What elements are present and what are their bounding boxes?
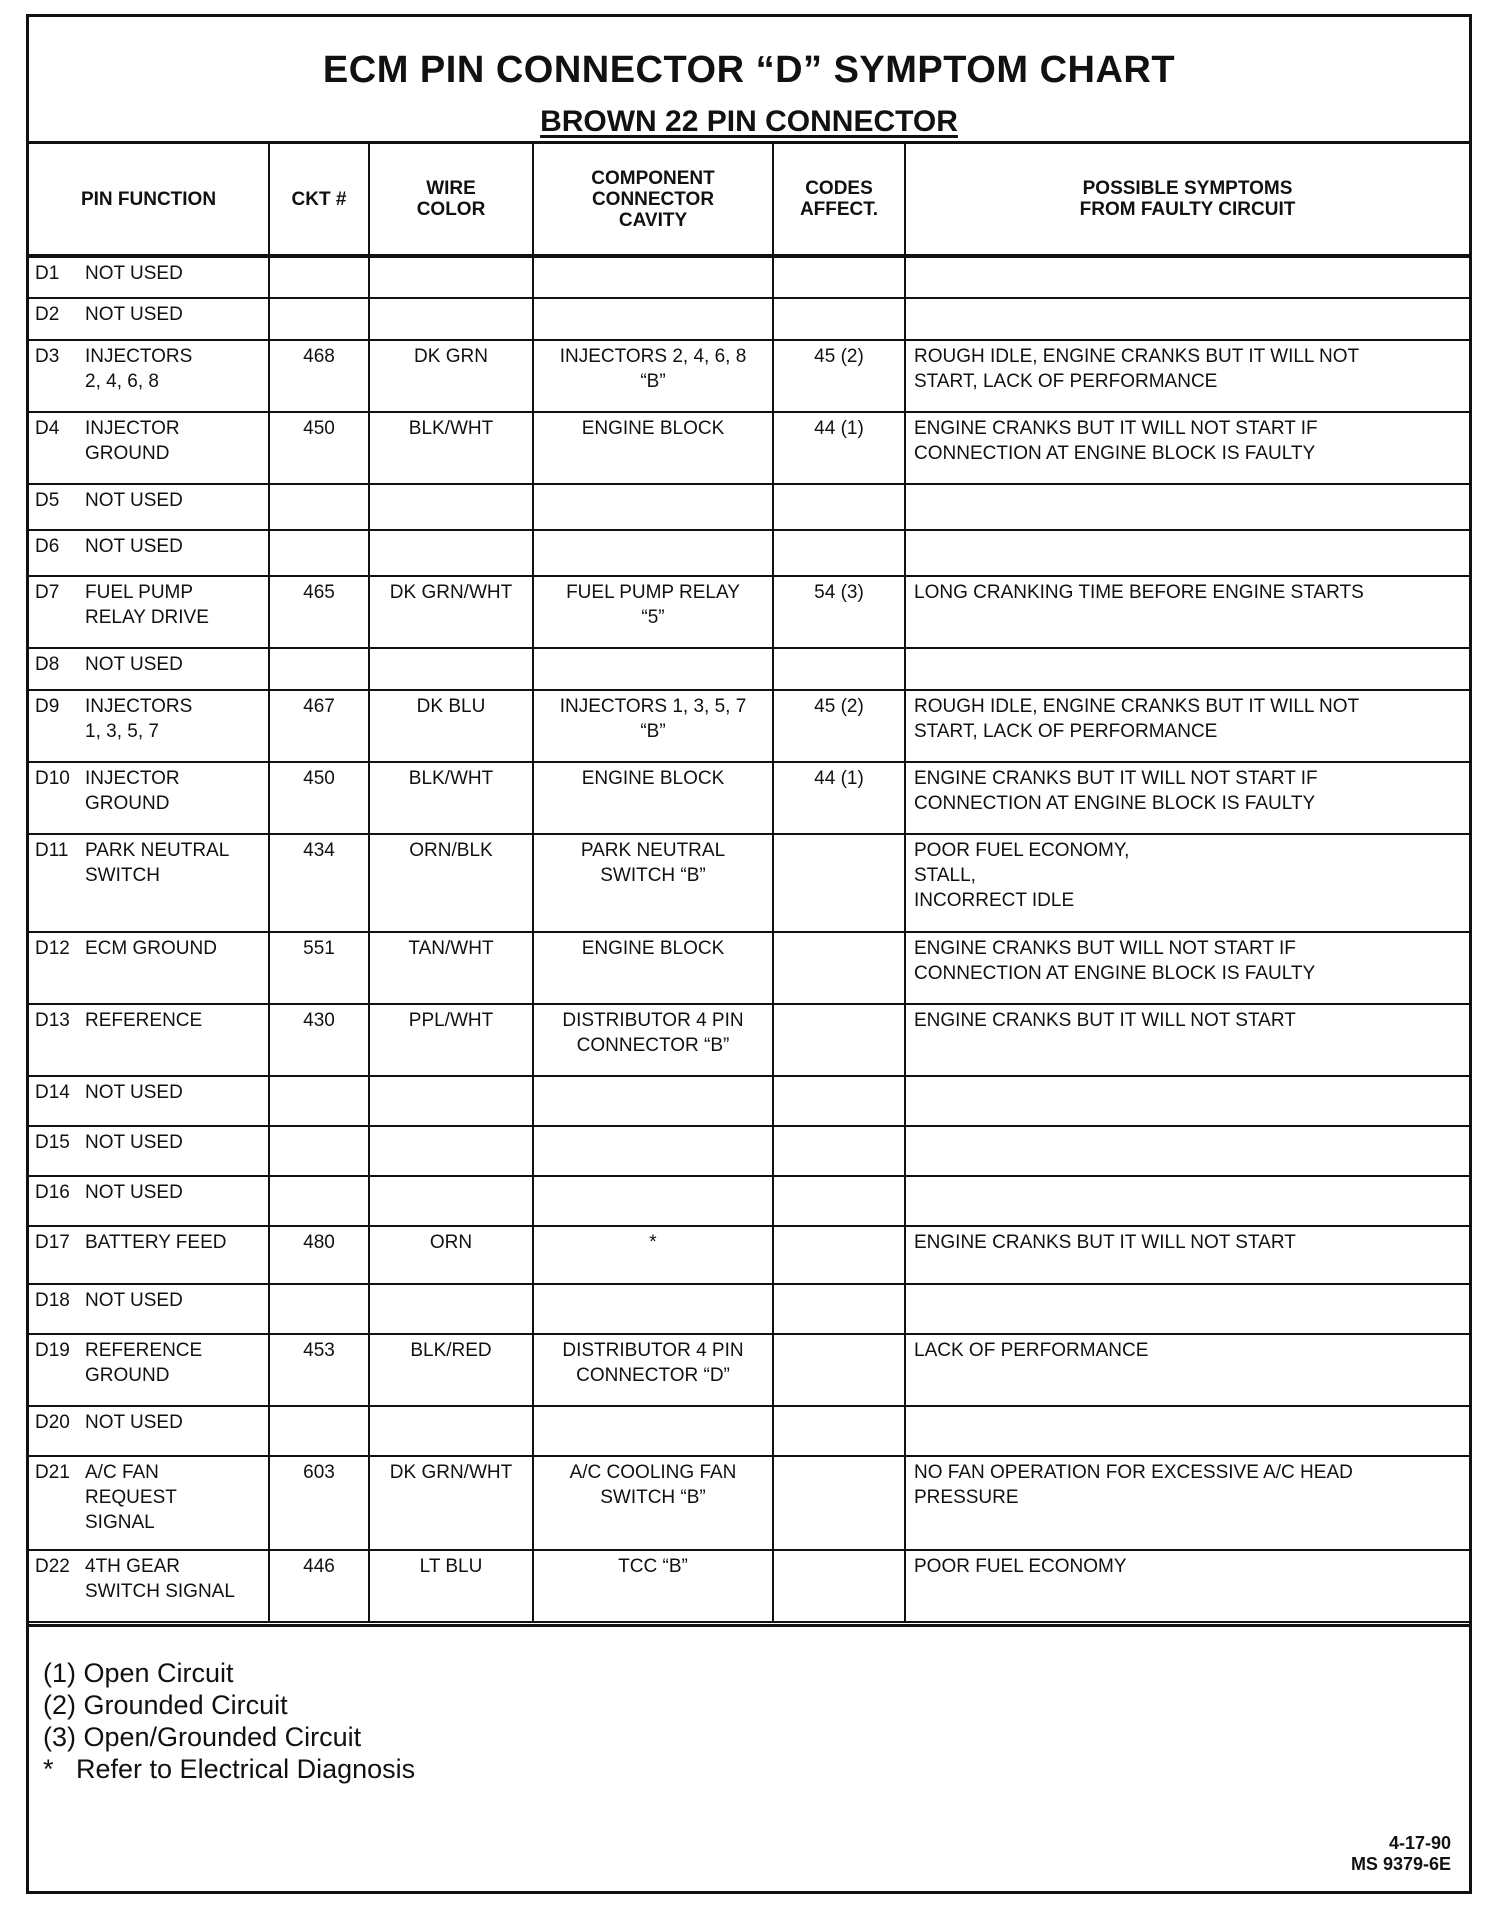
symptoms-cell: LACK OF PERFORMANCE — [905, 1334, 1469, 1406]
connector-cavity-cell — [533, 1076, 773, 1126]
table-header-row — [29, 144, 1469, 256]
table-row — [29, 1456, 1469, 1550]
wire-color-cell: DK GRN/WHT — [369, 1456, 533, 1550]
pin-function: NOT USED — [85, 654, 183, 675]
symptoms-cell — [905, 1126, 1469, 1176]
circuit-number-cell: 551 — [269, 932, 369, 1004]
pin-function: NOT USED — [85, 536, 183, 557]
wire-color-cell: DK BLU — [369, 690, 533, 762]
column-header-codes: CODES AFFECT. — [773, 144, 905, 256]
codes-affected-cell: 44 (1) — [773, 762, 905, 834]
wire-color-cell — [369, 298, 533, 340]
circuit-number-cell: 603 — [269, 1456, 369, 1550]
codes-affected-cell — [773, 1284, 905, 1334]
codes-affected-cell: 45 (2) — [773, 690, 905, 762]
pin-function-cell — [29, 256, 269, 298]
codes-affected-cell — [773, 1126, 905, 1176]
column-header-ckt: CKT # — [269, 144, 369, 256]
pin-function: FUEL PUMP RELAY DRIVE — [85, 582, 209, 628]
column-header-symptoms: POSSIBLE SYMPTOMS FROM FAULTY CIRCUIT — [905, 144, 1469, 256]
symptoms-cell: ENGINE CRANKS BUT IT WILL NOT START — [905, 1226, 1469, 1284]
table-row — [29, 484, 1469, 530]
codes-affected-cell — [773, 1076, 905, 1126]
connector-cavity-cell: INJECTORS 2, 4, 6, 8 “B” — [533, 340, 773, 412]
wire-color-cell — [369, 256, 533, 298]
circuit-number-cell: 450 — [269, 762, 369, 834]
connector-cavity-cell — [533, 530, 773, 576]
codes-affected-cell — [773, 1176, 905, 1226]
connector-cavity-cell — [533, 1284, 773, 1334]
circuit-number-cell — [269, 648, 369, 690]
wire-color-cell: BLK/WHT — [369, 412, 533, 484]
pin-function-cell — [29, 298, 269, 340]
connector-cavity-cell — [533, 256, 773, 298]
symptoms-cell — [905, 256, 1469, 298]
pin-function-cell — [29, 932, 269, 1004]
symptoms-cell — [905, 1176, 1469, 1226]
pin-function: ECM GROUND — [85, 938, 217, 959]
symptoms-cell: NO FAN OPERATION FOR EXCESSIVE A/C HEAD PRESSURE — [905, 1456, 1469, 1550]
codes-affected-cell — [773, 484, 905, 530]
pin-id: D5 — [35, 490, 60, 511]
wire-color-cell — [369, 530, 533, 576]
circuit-number-cell — [269, 1284, 369, 1334]
table-row — [29, 340, 1469, 412]
pin-function-cell — [29, 576, 269, 648]
footnote-refer-electrical: * Refer to Electrical Diagnosis — [43, 1754, 416, 1784]
pin-function-cell — [29, 1126, 269, 1176]
pin-id: D1 — [35, 263, 60, 284]
document-reference — [1351, 1833, 1451, 1875]
pin-function-cell — [29, 1550, 269, 1622]
table-row — [29, 834, 1469, 932]
connector-cavity-cell: DISTRIBUTOR 4 PIN CONNECTOR “D” — [533, 1334, 773, 1406]
pin-id: D9 — [35, 696, 60, 717]
circuit-number-cell: 465 — [269, 576, 369, 648]
connector-cavity-cell — [533, 648, 773, 690]
pin-function: NOT USED — [85, 1290, 183, 1311]
pin-function-cell — [29, 762, 269, 834]
codes-affected-cell — [773, 1004, 905, 1076]
pin-function: INJECTORS 1, 3, 5, 7 — [85, 696, 193, 742]
symptoms-cell — [905, 1284, 1469, 1334]
table-row — [29, 1004, 1469, 1076]
wire-color-cell: ORN — [369, 1226, 533, 1284]
circuit-number-cell: 434 — [269, 834, 369, 932]
circuit-number-cell — [269, 1176, 369, 1226]
codes-affected-cell — [773, 1406, 905, 1456]
wire-color-cell: DK GRN — [369, 340, 533, 412]
pin-function-cell — [29, 834, 269, 932]
symptoms-cell: ROUGH IDLE, ENGINE CRANKS BUT IT WILL NOT START, LACK OF PERFORMANCE — [905, 340, 1469, 412]
connector-cavity-cell: * — [533, 1226, 773, 1284]
pin-function-cell — [29, 1076, 269, 1126]
table-row — [29, 1126, 1469, 1176]
circuit-number-cell — [269, 1406, 369, 1456]
pin-function: NOT USED — [85, 1082, 183, 1103]
table-row — [29, 932, 1469, 1004]
pin-id: D3 — [35, 346, 60, 367]
codes-affected-cell — [773, 298, 905, 340]
wire-color-cell: TAN/WHT — [369, 932, 533, 1004]
pin-function-cell — [29, 1334, 269, 1406]
wire-color-cell: DK GRN/WHT — [369, 576, 533, 648]
pin-function-cell — [29, 648, 269, 690]
title-block — [29, 17, 1469, 144]
connector-cavity-cell: TCC “B” — [533, 1550, 773, 1622]
codes-affected-cell — [773, 530, 905, 576]
pin-id: D19 — [35, 1340, 70, 1361]
symptoms-cell: LONG CRANKING TIME BEFORE ENGINE STARTS — [905, 576, 1469, 648]
pin-id: D6 — [35, 536, 60, 557]
wire-color-cell — [369, 484, 533, 530]
pin-id: D21 — [35, 1462, 70, 1483]
symptoms-cell — [905, 298, 1469, 340]
circuit-number-cell — [269, 1076, 369, 1126]
table-row — [29, 576, 1469, 648]
table-row — [29, 1226, 1469, 1284]
pin-id: D12 — [35, 938, 70, 959]
pin-id: D14 — [35, 1082, 70, 1103]
footnotes — [43, 1657, 415, 1785]
pin-function: NOT USED — [85, 1412, 183, 1433]
table-row — [29, 1550, 1469, 1622]
pin-function: NOT USED — [85, 1182, 183, 1203]
pin-function-cell — [29, 412, 269, 484]
symptoms-cell — [905, 1076, 1469, 1126]
pin-id: D4 — [35, 418, 60, 439]
wire-color-cell: ORN/BLK — [369, 834, 533, 932]
connector-cavity-cell: FUEL PUMP RELAY “5” — [533, 576, 773, 648]
circuit-number-cell — [269, 298, 369, 340]
connector-cavity-cell — [533, 298, 773, 340]
wire-color-cell: BLK/WHT — [369, 762, 533, 834]
codes-affected-cell: 54 (3) — [773, 576, 905, 648]
circuit-number-cell: 446 — [269, 1550, 369, 1622]
codes-affected-cell — [773, 648, 905, 690]
codes-affected-cell — [773, 1334, 905, 1406]
page-title: ECM PIN CONNECTOR “D” SYMPTOM CHART — [322, 49, 1176, 91]
circuit-number-cell — [269, 484, 369, 530]
pin-function: NOT USED — [85, 304, 183, 325]
pin-function-cell — [29, 530, 269, 576]
pin-function-cell — [29, 340, 269, 412]
circuit-number-cell — [269, 530, 369, 576]
pin-function: NOT USED — [85, 263, 183, 284]
pin-function-cell — [29, 1406, 269, 1456]
table-row — [29, 690, 1469, 762]
wire-color-cell: BLK/RED — [369, 1334, 533, 1406]
pin-function: REFERENCE — [85, 1010, 203, 1031]
symptom-table — [29, 144, 1469, 1623]
pin-function: A/C FAN REQUEST SIGNAL — [85, 1462, 177, 1533]
table-row — [29, 412, 1469, 484]
pin-function-cell — [29, 1004, 269, 1076]
table-row — [29, 530, 1469, 576]
pin-id: D7 — [35, 582, 60, 603]
pin-id: D10 — [35, 768, 70, 789]
codes-affected-cell: 45 (2) — [773, 340, 905, 412]
table-row — [29, 1076, 1469, 1126]
circuit-number-cell — [269, 256, 369, 298]
pin-function: PARK NEUTRAL SWITCH — [85, 840, 230, 886]
connector-cavity-cell — [533, 1406, 773, 1456]
pin-function-cell — [29, 690, 269, 762]
table-row — [29, 1176, 1469, 1226]
pin-function-cell — [29, 1284, 269, 1334]
codes-affected-cell: 44 (1) — [773, 412, 905, 484]
symptoms-cell: ENGINE CRANKS BUT WILL NOT START IF CONNECTION AT ENGINE BLOCK IS FAULTY — [905, 932, 1469, 1004]
pin-id: D20 — [35, 1412, 70, 1433]
wire-color-cell — [369, 1406, 533, 1456]
pin-function-cell — [29, 1176, 269, 1226]
pin-function: NOT USED — [85, 490, 183, 511]
circuit-number-cell: 468 — [269, 340, 369, 412]
table-row — [29, 1406, 1469, 1456]
symptoms-cell — [905, 648, 1469, 690]
wire-color-cell — [369, 648, 533, 690]
column-header-cavity: COMPONENT CONNECTOR CAVITY — [533, 144, 773, 256]
pin-id: D17 — [35, 1232, 70, 1253]
wire-color-cell — [369, 1176, 533, 1226]
codes-affected-cell — [773, 834, 905, 932]
pin-function: REFERENCE GROUND — [85, 1340, 203, 1386]
pin-id: D15 — [35, 1132, 70, 1153]
footnote-open-grounded-circuit: (3) Open/Grounded Circuit — [43, 1722, 362, 1752]
table-row — [29, 762, 1469, 834]
symptoms-cell — [905, 1406, 1469, 1456]
column-header-pin-function: PIN FUNCTION — [29, 144, 269, 256]
symptoms-cell: ROUGH IDLE, ENGINE CRANKS BUT IT WILL NOT START, LACK OF PERFORMANCE — [905, 690, 1469, 762]
pin-function: INJECTOR GROUND — [85, 768, 180, 814]
symptoms-cell: ENGINE CRANKS BUT IT WILL NOT START — [905, 1004, 1469, 1076]
symptoms-cell — [905, 484, 1469, 530]
footnote-open-circuit: (1) Open Circuit — [43, 1658, 234, 1688]
connector-cavity-cell — [533, 1126, 773, 1176]
pin-function: BATTERY FEED — [85, 1232, 227, 1253]
pin-id: D16 — [35, 1182, 70, 1203]
footnotes-block — [29, 1624, 1469, 1891]
connector-cavity-cell: ENGINE BLOCK — [533, 762, 773, 834]
codes-affected-cell — [773, 256, 905, 298]
document-date: 4-17-90 — [1388, 1833, 1451, 1853]
circuit-number-cell — [269, 1126, 369, 1176]
pin-id: D8 — [35, 654, 60, 675]
symptoms-cell — [905, 530, 1469, 576]
wire-color-cell: PPL/WHT — [369, 1004, 533, 1076]
table-row — [29, 1284, 1469, 1334]
wire-color-cell — [369, 1126, 533, 1176]
connector-cavity-cell: ENGINE BLOCK — [533, 412, 773, 484]
document-number: MS 9379-6E — [1350, 1854, 1451, 1874]
connector-cavity-cell: DISTRIBUTOR 4 PIN CONNECTOR “B” — [533, 1004, 773, 1076]
table-row — [29, 298, 1469, 340]
pin-id: D2 — [35, 304, 60, 325]
pin-id: D11 — [35, 840, 69, 861]
wire-color-cell — [369, 1284, 533, 1334]
pin-function: INJECTOR GROUND — [85, 418, 180, 464]
pin-function: NOT USED — [85, 1132, 183, 1153]
pin-function: 4TH GEAR SWITCH SIGNAL — [85, 1556, 235, 1602]
footnote-grounded-circuit: (2) Grounded Circuit — [43, 1690, 288, 1720]
circuit-number-cell: 467 — [269, 690, 369, 762]
wire-color-cell — [369, 1076, 533, 1126]
table-row — [29, 1334, 1469, 1406]
table-row — [29, 256, 1469, 298]
circuit-number-cell: 450 — [269, 412, 369, 484]
connector-cavity-cell — [533, 1176, 773, 1226]
codes-affected-cell — [773, 1456, 905, 1550]
connector-cavity-cell: INJECTORS 1, 3, 5, 7 “B” — [533, 690, 773, 762]
column-header-wire-color: WIRE COLOR — [369, 144, 533, 256]
connector-cavity-cell — [533, 484, 773, 530]
symptoms-cell: ENGINE CRANKS BUT IT WILL NOT START IF CONNECTION AT ENGINE BLOCK IS FAULTY — [905, 412, 1469, 484]
circuit-number-cell: 430 — [269, 1004, 369, 1076]
connector-cavity-cell: PARK NEUTRAL SWITCH “B” — [533, 834, 773, 932]
pin-function: INJECTORS 2, 4, 6, 8 — [85, 346, 193, 392]
symptom-chart-sheet — [26, 14, 1472, 1894]
circuit-number-cell: 453 — [269, 1334, 369, 1406]
page-subtitle: BROWN 22 PIN CONNECTOR — [540, 105, 958, 138]
circuit-number-cell: 480 — [269, 1226, 369, 1284]
pin-function-cell — [29, 1456, 269, 1550]
pin-id: D22 — [35, 1556, 70, 1577]
symptoms-cell: POOR FUEL ECONOMY — [905, 1550, 1469, 1622]
pin-id: D13 — [35, 1010, 70, 1031]
pin-function-cell — [29, 484, 269, 530]
codes-affected-cell — [773, 932, 905, 1004]
wire-color-cell: LT BLU — [369, 1550, 533, 1622]
codes-affected-cell — [773, 1226, 905, 1284]
pin-function-cell — [29, 1226, 269, 1284]
codes-affected-cell — [773, 1550, 905, 1622]
symptoms-cell: POOR FUEL ECONOMY, STALL, INCORRECT IDLE — [905, 834, 1469, 932]
connector-cavity-cell: A/C COOLING FAN SWITCH “B” — [533, 1456, 773, 1550]
symptoms-cell: ENGINE CRANKS BUT IT WILL NOT START IF CONNECTION AT ENGINE BLOCK IS FAULTY — [905, 762, 1469, 834]
pin-id: D18 — [35, 1290, 70, 1311]
connector-cavity-cell: ENGINE BLOCK — [533, 932, 773, 1004]
table-row — [29, 648, 1469, 690]
